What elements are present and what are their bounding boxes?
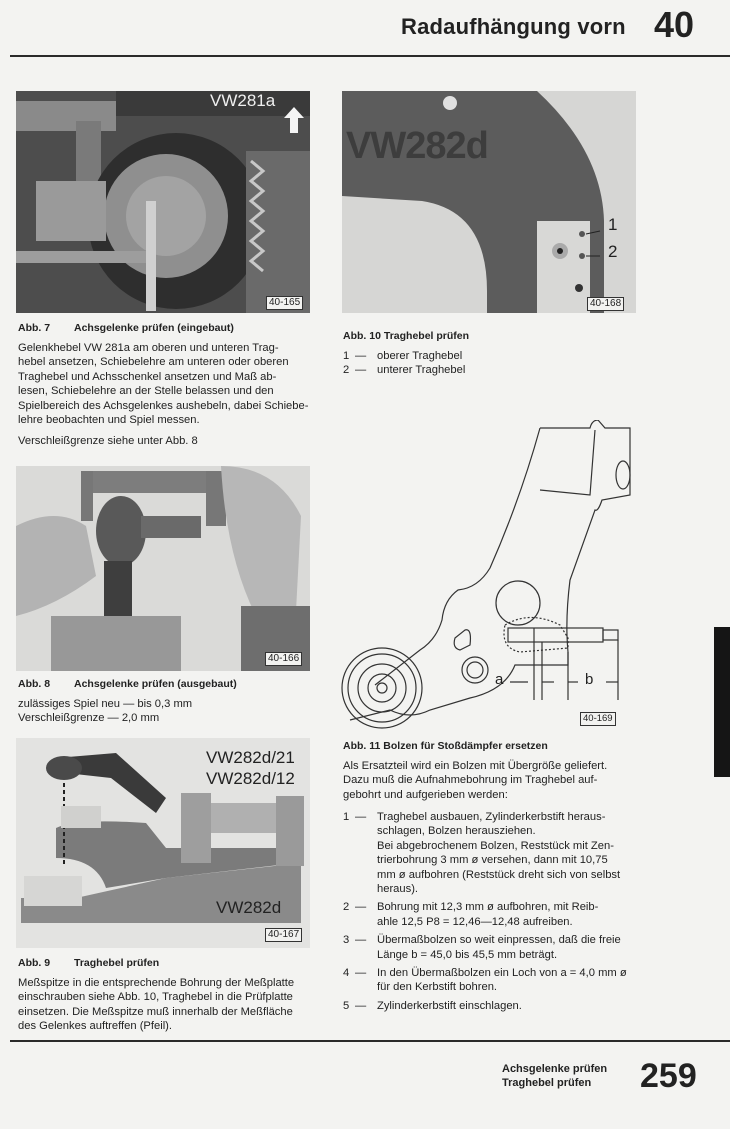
abb7-note: Verschleißgrenze siehe unter Abb. 8 (18, 435, 198, 447)
step-dash: — (355, 934, 367, 947)
step-item (343, 900, 643, 929)
step-item (343, 999, 643, 1013)
text-line: ahle 12,5 P8 = 12,46—12,48 aufreiben. (377, 915, 573, 928)
text-line: zulässiges Spiel neu — bis 0,3 mm (18, 698, 193, 710)
step-number: 2 (343, 901, 350, 914)
callout-1: 1 (608, 215, 618, 234)
figure-code: 40-165 (266, 296, 303, 310)
step-number: 1 (343, 811, 350, 823)
legend-item (343, 349, 623, 363)
text-line: Übermaßbolzen so weit einpressen, daß die freie (377, 934, 621, 947)
text-line: Dazu muß die Aufnahmebohrung im Traghebel auf- (343, 774, 598, 787)
text-line: Meßspitze in die entsprechende Bohrung der Meßplatte (18, 977, 295, 989)
tool-label-vw282d: VW282d (216, 898, 282, 917)
arrow-up-icon (284, 107, 304, 133)
tool-label-vw282d-21: VW282d/21 (206, 748, 295, 767)
step-item (343, 933, 643, 962)
text-line: trierbohrung 3 mm ø versehen, dann mit 10,75 (377, 854, 608, 867)
step-text (377, 933, 643, 962)
text-line: Bohrung mit 12,3 mm ø aufbohren, mit Reib- (377, 901, 599, 914)
abb11-steps (343, 810, 643, 1013)
footer-topic: Achsgelenke prüfen (502, 1063, 608, 1075)
figure-caption-abb9 (18, 957, 159, 969)
figure-caption-abb8 (18, 678, 237, 690)
figure-code: 40-166 (265, 652, 302, 666)
figure-abb8-photo (16, 466, 310, 671)
legend-dash: — (355, 364, 367, 377)
figure-caption-abb10 (343, 330, 469, 342)
step-dash: — (355, 901, 367, 914)
step-dash: — (355, 811, 367, 823)
figure-abb11-drawing (340, 420, 640, 730)
text-line: Traghebel und Achsschenkel ansetzen und Maß ab- (18, 370, 277, 383)
text-line: für den Kerbstift bohren. (377, 981, 498, 994)
abb8-body (18, 697, 192, 726)
text-line: Zylinderkerbstift einschlagen. (377, 999, 522, 1012)
figure-caption-abb7 (18, 322, 234, 334)
text-line: lehre beobachten und Spiel messen. (18, 414, 200, 427)
step-text (377, 999, 643, 1013)
dimension-label-a: a (495, 671, 504, 688)
tool-label-vw281a: VW281a (210, 91, 276, 110)
step-number: 3 (343, 934, 350, 947)
legend-dash: — (355, 350, 367, 362)
figure-code: 40-167 (265, 928, 302, 942)
figure-abb10-photo (342, 91, 636, 313)
dimension-label-b: b (585, 671, 594, 688)
step-text (377, 966, 643, 995)
text-line: des Gelenkes auftreffen (Pfeil). (18, 1020, 173, 1033)
step-number: 4 (343, 967, 350, 980)
abb9-body (18, 976, 328, 1034)
text-line: Verschleißgrenze — 2,0 mm (18, 712, 160, 725)
text-line: Als Ersatzteil wird ein Bolzen mit Übergröße geliefert. (343, 760, 608, 772)
figure-code: 40-168 (587, 297, 624, 311)
step-item (343, 966, 643, 995)
text-line: schlagen, Bolzen herausziehen. (377, 825, 536, 838)
text-line: Länge b = 45,0 bis 45,5 mm beträgt. (377, 948, 558, 961)
section-number: 40 (654, 4, 695, 45)
legend-text: unterer Traghebel (377, 364, 466, 377)
step-text (377, 900, 643, 929)
step-item (343, 810, 643, 896)
caption-title: Achsgelenke prüfen (eingebaut) (74, 322, 234, 334)
callout-2: 2 (608, 242, 618, 261)
figure-abb7-photo (16, 91, 310, 313)
page-number: 259 (640, 1057, 697, 1095)
footer-topic: Traghebel prüfen (502, 1077, 592, 1089)
step-number: 5 (343, 999, 350, 1012)
step-text (377, 810, 643, 896)
legend-text: oberer Traghebel (377, 350, 463, 362)
text-line: Gelenkhebel VW 281a am oberen und unteren Trag- (18, 342, 279, 354)
text-line: lesen, Schiebelehre an der Stelle belassen und den (18, 385, 274, 398)
caliper-photo-illustration (16, 466, 310, 671)
figure-caption-abb11 (343, 740, 548, 752)
section-title: Radaufhängung vorn (401, 14, 626, 39)
tool-label-vw282d-12: VW282d/12 (206, 769, 295, 788)
text-line: Traghebel ausbauen, Zylinderkerbstift heraus- (377, 811, 606, 823)
text-line: mm ø aufbohren (Reststück dreht sich von selbst (377, 868, 621, 881)
footer-topics (502, 1062, 607, 1090)
text-line: einsetzen. Die Meßspitze muß innerhalb der Meßfläche (18, 1005, 293, 1018)
text-line: gebohrt und aufgerieben werden: (343, 788, 508, 801)
header-rule (10, 55, 730, 57)
tool-label-vw282d-embossed: VW282d (346, 125, 488, 167)
caption-title: Traghebel prüfen (383, 330, 470, 342)
suspension-photo-illustration (16, 91, 310, 313)
figure-abb9-photo (16, 738, 310, 948)
step-dash: — (355, 999, 367, 1012)
text-line: In den Übermaßbolzen ein Loch von a = 4,0 mm ø (377, 967, 627, 980)
caption-number: Abb. 11 (343, 740, 381, 752)
figure-code: 40-169 (580, 712, 616, 726)
text-line: Bei abgebrochenem Bolzen, Reststück mit Zen- (377, 839, 614, 852)
caption-title: Achsgelenke prüfen (ausgebaut) (74, 678, 237, 690)
caption-title: Bolzen für Stoßdämpfer ersetzen (383, 740, 548, 752)
text-line: einschrauben siehe Abb. 10, Traghebel in die Prüfplatte (18, 991, 293, 1004)
caption-number: Abb. 8 (18, 678, 51, 690)
legend-number: 2 (343, 364, 350, 377)
caption-number: Abb. 9 (18, 957, 51, 969)
legend-item (343, 363, 623, 377)
caption-number: Abb. 7 (18, 322, 51, 334)
section-thumb-tab (714, 627, 730, 777)
caption-number: Abb. 10 (343, 330, 381, 342)
abb7-body (18, 341, 328, 427)
abb11-intro (343, 759, 643, 802)
step-dash: — (355, 967, 367, 980)
caption-title: Traghebel prüfen (74, 957, 160, 969)
legend-number: 1 (343, 350, 350, 362)
footer-rule (10, 1040, 730, 1042)
text-line: heraus). (377, 883, 419, 896)
text-line: Spielbereich des Achsgelenkes aushebeln, dabei Schiebe- (18, 399, 309, 412)
abb10-legend (343, 349, 623, 378)
control-arm-line-drawing (340, 420, 640, 730)
text-line: hebel ansetzen, Schiebelehre am unteren oder oberen (18, 356, 289, 369)
